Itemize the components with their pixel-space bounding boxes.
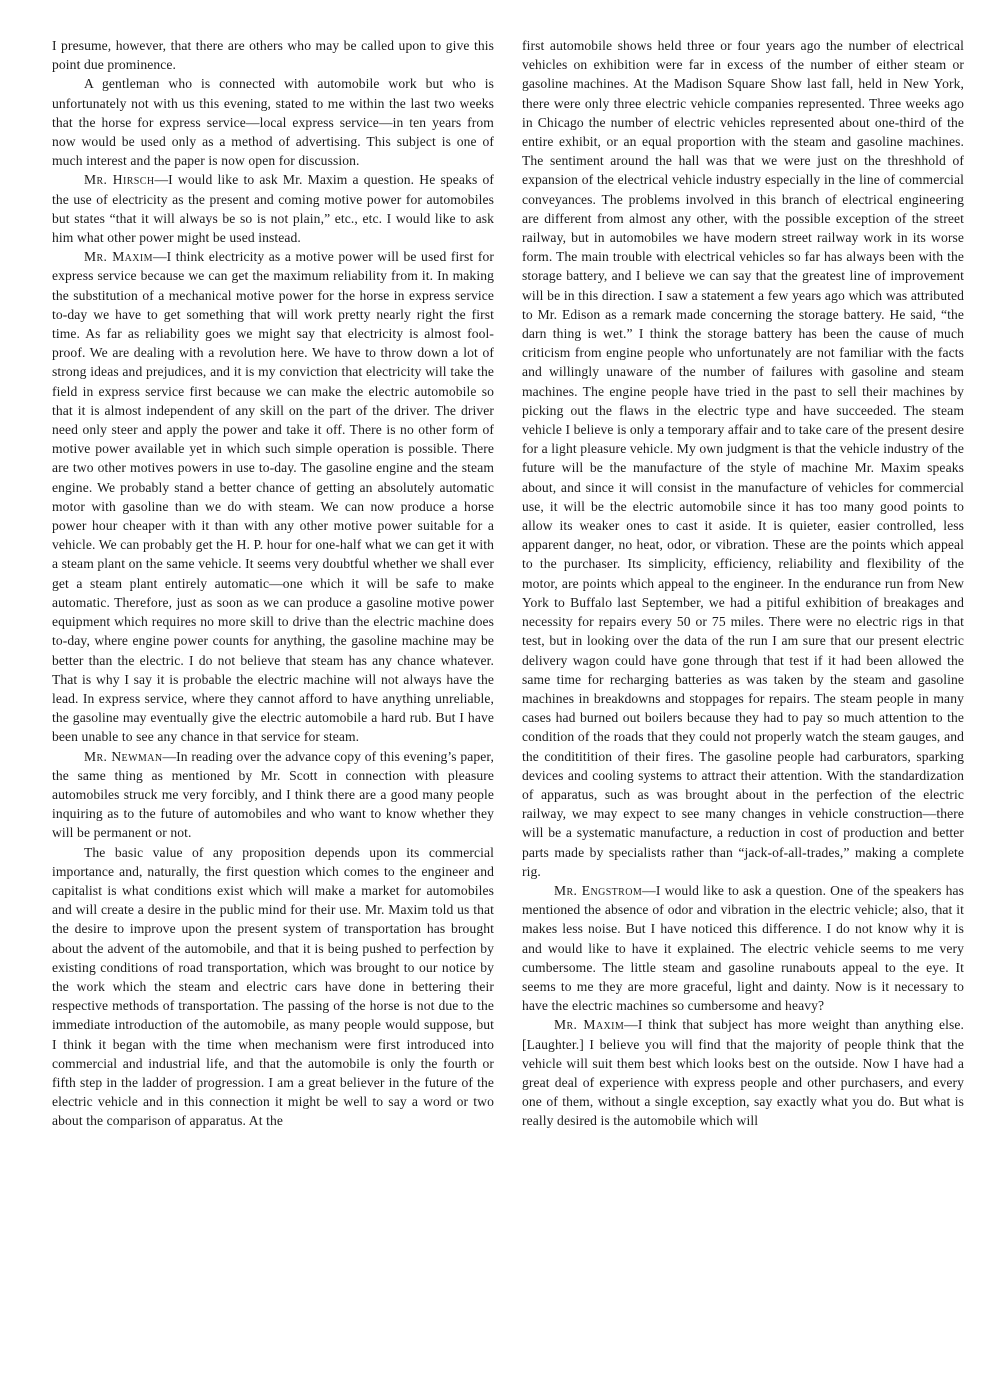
speech-text: —I would like to ask a question. One of the speakers has mentioned the absence of odor and vibration in the electric vehicle; also, that it makes less noise. But I have noticed this difference. I do not know why it is and would like to have it explained. The electric vehicle seems to me very cumbersome. The little steam and gasoline runabouts appeal to the eye. It seems to me they are more graceful, light and dainty. Now is it necessary to have the electric machines so cumbersome and heavy? xyxy=(522,882,964,1014)
speaker-name: Mr. Maxim xyxy=(554,1017,625,1033)
speaker-name: Mr. Maxim xyxy=(84,249,153,265)
speaker-name: Mr. Newman xyxy=(84,748,163,764)
left-column xyxy=(52,36,494,1131)
speech-text: —In reading over the advance copy of this evening’s paper, the same thing as mentioned by Mr. Scott in connection with pleasure automobiles struck me very forcibly, and I think there are a good many people inquiring as to the future of automobiles and who want to know whether they will be permanent or not. xyxy=(52,748,494,841)
paragraph: first automobile shows held three or four years ago the number of electrical vehicles on exhibition were far in excess of the number of either steam or gasoline machines. At the Madison Square Show last fall, held in New York, there were only three electric vehicle companies represented. Three weeks ago in Chicago the number of electric vehicles represented about one-third of the entire exhibit, or an equal proportion with the steam and gasoline machines. The sentiment around the hall was that we were just on the threshhold of expansion of the electrical vehicle industry especially in the line of commercial conveyances. The problems involved in this branch of electrical engineering are different from almost any other, with the possible exception of the street railway, but in automobiles we have modern street railway work in its worse form. The main trouble with electrical vehicles so far has always been with the storage battery, and I believe we can say that the greatest line of improvement will be in this direction. I saw a statement a few years ago which was attributed to Mr. Edison as a remark made concerning the storage battery. He said, “the darn thing is wet.” I think the storage battery has been the cause of much criticism from engine people who unfortunately are not familiar with the facts and willingly unaware of the number of failures with gasoline and steam machines. The engine people have tried in the past to sell their machines by picking out the flaws in the electric type and have succeeded. The steam vehicle I believe is only a temporary affair and to take care of the present desire for a light pleasure vehicle. My own judgment is that the vehicle industry of the future will be the manufacture of the style of machine Mr. Maxim speaks about, and since it will consist in the manufacture of vehicles for commercial use, it will be the electric automobile since it has too many good points to allow its weaker ones to cast it aside. It is quieter, easier controlled, less apparent danger, no heat, odor, or vibration. These are the points which appeal to the purchaser. Its simplicity, efficiency, reliability and flexibility of the motor, are points which appeal to the engineer. In the endurance run from New York to Buffalo last September, we had a pitiful exhibition of breakages and necessity for repairs every 50 or 75 miles. There were no electric rigs in that test, but in looking over the data of the run I am sure that our present electric delivery wagon could have gone through that test if it had been allowed the same time for recharging batteries as was taken by the steam and gasoline machines in breakdowns and stoppages for repairs. The steam people in many cases had burned out boilers because they had to pay so much attention to the condition of the roads that they could not properly watch the steam gauges, and the condititition of their fires. The gasoline people had carburators, sparking devices and cooling systems to attract their attention. With the standardization of apparatus, such as was brought about in the perfection of the electric railway, we may expect to see many changes in vehicle construction—there will be a systematic manufacture, a reduction in cost of production and better parts made by specialists rather than “jack-of-all-trades,” making a complete rig. xyxy=(522,38,964,879)
speaker-paragraph xyxy=(52,247,494,746)
speech-text: —I think electricity as a motive power will be used first for express service because we can get the maximum reliability from it. In making the substitution of a mechanical motive power for the horse in express service to-day we have to get something that will work pretty nearly right the first time. As far as reliability goes we might say that electricity is almost fool-proof. We are dealing with a revolution here. We have to throw down a lot of strong ideas and prejudices, and it is my conviction that electricity will take the field in express service first because we can make the electric automobile so that it is almost independent of any skill on the part of the driver. The driver need only steer and apply the power and take it off. There is no other form of motive power available yet in which such simple operation is possible. There are two other motives powers in use to-day. The gasoline engine and the steam engine. We probably stand a better chance of getting an absolutely automatic motor with gasoline than we do with steam. We can now produce a horse power hour cheaper with it than with any other motive power suitable for a vehicle. We can probably get the H. P. hour for one-half what we can get it with a steam plant on the same vehicle. It seems very doubtful whether we shall ever get a steam plant entirely automatic—one which it will be safe to make automatic. Therefore, just as soon as we can produce a gasoline motive power equipment which requires no more skill to drive than the electric machine does to-day, where engine power counts for anything, the gasoline machine may be better than the electric. I do not believe that steam has any chance whatever. That is why I say it is probable the electric machine will not always have the lead. In express service, where they cannot afford to have anything unreliable, the gasoline may eventually give the electric automobile a hard rub. But I have been unable to see any chance in that service for steam. xyxy=(52,249,494,745)
right-column xyxy=(522,36,964,1131)
speech-text: —I think that subject has more weight than anything else. [Laughter.] I believe you will find that the majority of people think that the vehicle will suit them best which looks best on the outside. Now I have had a great deal of experience with express people and other purchasers, and every one of them, without a single exception, say exactly what you do. But what is really desired is the automobile which will xyxy=(522,1017,965,1129)
paragraph: I presume, however, that there are others who may be called upon to give this point due prominence. xyxy=(52,38,494,73)
paragraph: The basic value of any proposition depends upon its commercial importance and, naturally, the first question which comes to the engineer and capitalist is what conditions exist which will make a market for automobiles and will create a desire in the public mind for their use. Mr. Maxim told us that the desire to improve upon the present system of transportation has brought about the advent of the automobile, and that it is being pushed to perfection by existing conditions of road transportation, which was brought to our notice by the work which the steam and electric cars have done in bettering their respective methods of transportation. The passing of the horse is not due to the immediate introduction of the automobile, as many people would suppose, but I think it began with the time when mechanism were first introduced into commercial and industrial life, and that the automobile is only the fourth or fifth step in the ladder of progression. I am a great believer in the future of the electric vehicle and in this connection it might be well to say a word or two about the comparison of apparatus. At the xyxy=(52,844,494,1129)
speaker-paragraph xyxy=(52,170,494,247)
speaker-paragraph xyxy=(522,1015,964,1130)
paragraph: A gentleman who is connected with automobile work but who is unfortunately not with us this evening, stated to me within the last two weeks that the horse for express service—local express service—in ten years from now would be used only as a method of advertising. This subject is one of much interest and the paper is now open for discussion. xyxy=(52,76,494,169)
speaker-name: Mr. Engstrom xyxy=(554,882,643,898)
speaker-paragraph xyxy=(522,881,964,1015)
speaker-paragraph xyxy=(52,747,494,843)
speaker-name: Mr. Hirsch xyxy=(84,172,155,188)
speech-text: —I would like to ask Mr. Maxim a question. He speaks of the use of electricity as the present and coming motive power for automobiles but states “that it will always be so is not plain,” etc., etc. I would like to ask him what other power might be used instead. xyxy=(52,172,494,246)
